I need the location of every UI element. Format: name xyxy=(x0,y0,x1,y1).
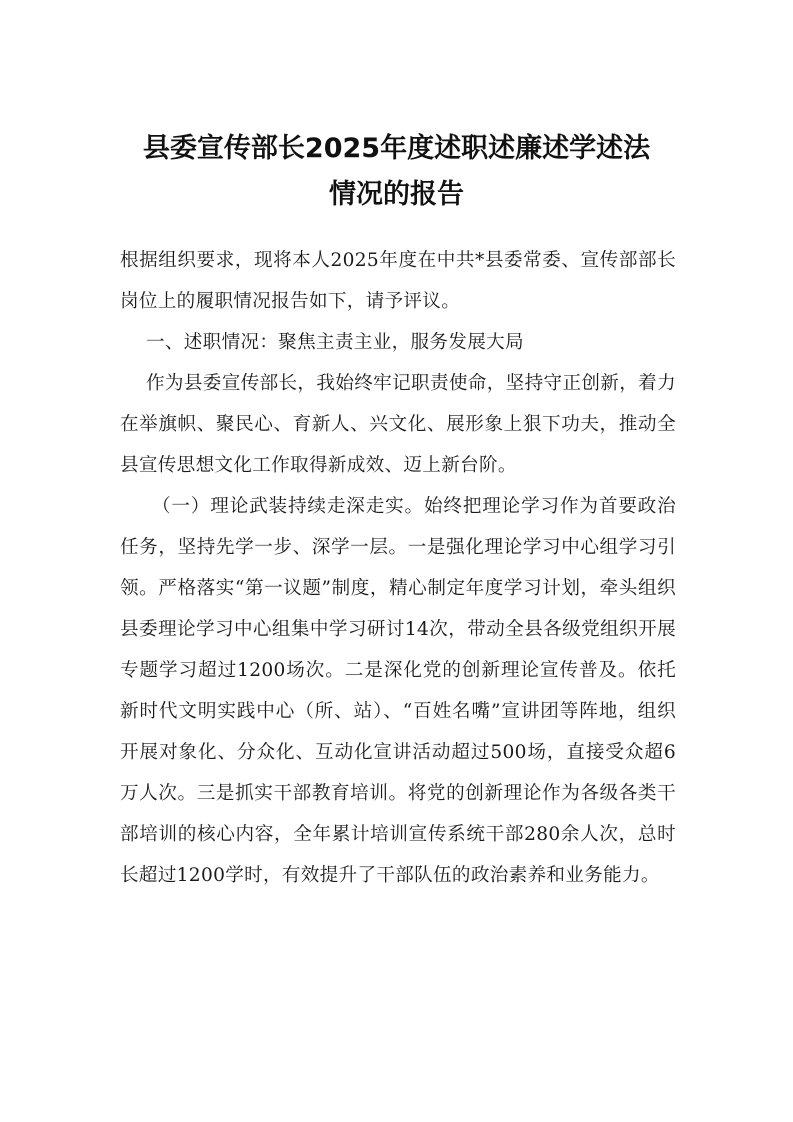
section-intro-paragraph: 作为县委宣传部长，我始终牢记职责使命，坚持守正创新，着力在举旗帜、聚民心、育新人、兴文化、展形象上狠下功夫，推动全县宣传思想文化工作取得新成效、迈上新台阶。 xyxy=(120,373,676,476)
subsection-paragraph: （一）理论武装持续走深走实。始终把理论学习作为首要政治任务，坚持先学一步、深学一层。一是强化理论学习中心组学习引领。严格落实“第一议题”制度，精心制定年度学习计划，牵头组织县委理论学习中心组集中学习研讨14次，带动全县各级党组织开展专题学习超过1200场次。二是深化党的创新理论宣传普及。依托新时代文明实践中心（所、站）、“百姓名嘴”宣讲团等阵地，组织开展对象化、分众化、互动化宣讲活动超过500场，直接受众超6万人次。三是抓实干部教育培训。将党的创新理论作为各级各类干部培训的核心内容，全年累计培训宣传系统干部280余人次，总时长超过1200学时，有效提升了干部队伍的政治素养和业务能力。 xyxy=(120,496,676,886)
document-body xyxy=(120,240,676,896)
document-title-line-1: 县委宣传部长2025年度述职述廉述学述法 xyxy=(142,133,651,164)
section-heading: 一、述职情况：聚焦主责主业，服务发展大局 xyxy=(146,332,524,353)
intro-paragraph: 根据组织要求，现将本人2025年度在中共*县委常委、宣传部部长岗位上的履职情况报告如下，请予评议。 xyxy=(120,250,676,312)
document-title-line-2: 情况的报告 xyxy=(329,179,464,210)
